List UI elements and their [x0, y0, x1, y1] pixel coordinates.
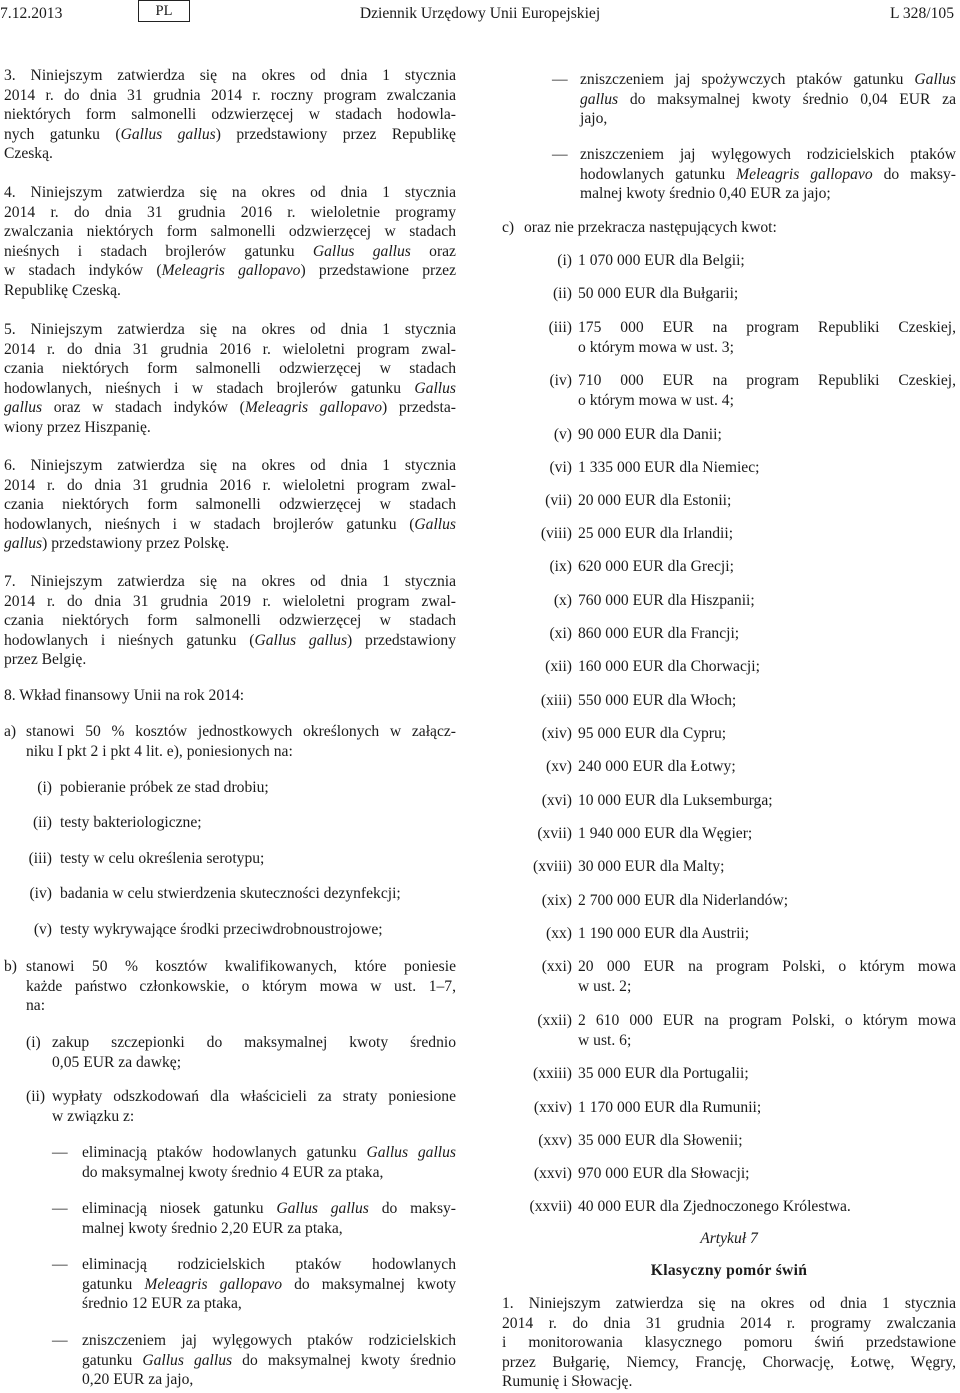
text-line: 2014 r. do dnia 31 grudnia 2014 r. programy zwalczania	[502, 1314, 956, 1332]
page-reference: L 328/105	[890, 5, 954, 22]
text-line: gallus do maksymalnej kwoty średnio 0,04 EUR za	[580, 90, 956, 108]
text-line: nieśnych i stadach brojlerów gatunku Gallus gallus oraz	[4, 242, 456, 260]
text-line: zniszczeniem jaj spożywczych ptaków gatunku Gallus	[580, 71, 956, 88]
amount-text	[578, 1064, 956, 1084]
text-line: eliminacją rodzicielskich ptaków hodowlanych	[82, 1256, 456, 1273]
article-title: Klasyczny pomór świń	[650, 1262, 808, 1279]
amount-text	[578, 1011, 956, 1050]
text-line: 710 000 EUR na program Republiki Czeskiej,	[578, 372, 956, 389]
amount-text	[578, 425, 956, 445]
dash-marker: —	[552, 71, 568, 88]
text-line: 3. Niniejszym zatwierdza się na okres od dnia 1 stycznia	[4, 67, 456, 84]
paragraph-8	[4, 686, 456, 706]
item-text: badania w celu stwierdzenia skuteczności dezynfekcji;	[60, 885, 401, 902]
amount-text	[578, 1164, 956, 1184]
amount-text	[578, 1098, 956, 1118]
amount-text	[578, 657, 956, 677]
dash-item	[580, 70, 956, 129]
text-line: w ust. 6;	[578, 1031, 632, 1049]
amount-text	[578, 318, 956, 357]
text-line: 860 000 EUR dla Francji;	[578, 625, 740, 642]
text-line: wypłaty odszkodowań dla właścicieli za straty poniesione	[52, 1088, 456, 1105]
item-text: testy bakteriologiczne;	[60, 814, 202, 831]
text-line: hodowlanych gatunku Meleagris gallopavo do maksy-	[580, 165, 956, 183]
amount-label: (xvii)	[537, 825, 572, 842]
dash-marker: —	[52, 1256, 68, 1273]
text-line: niku I pkt 2 i pkt 4 lit. e), poniesionych na:	[26, 742, 293, 760]
amount-text	[578, 624, 956, 644]
text-line: 2 610 000 EUR na program Polski, o którym mowa	[578, 1012, 956, 1029]
paragraph-7	[4, 572, 456, 670]
text-line: hodowlanych, nieśnych i w stadach brojlerów gatunku Gallus	[4, 379, 456, 397]
text-line: stanowi 50 % kosztów jednostkowych określonych w załącz-	[26, 723, 456, 740]
point-c-label: c)	[502, 219, 515, 236]
text-line: jajo,	[580, 110, 608, 128]
amount-label: (xxii)	[537, 1012, 572, 1029]
dash-marker: —	[552, 146, 568, 163]
page-header	[0, 0, 960, 30]
text-line: średnio 12 EUR za ptaka,	[82, 1295, 242, 1313]
text-line: 2014 r. do dnia 31 grudnia 2019 r. wieloletni program zwal-	[4, 592, 456, 610]
text-line: o którym mowa w ust. 3;	[578, 338, 734, 356]
publication-date: 7.12.2013	[0, 5, 63, 22]
text-line: 1. Niniejszym zatwierdza się na okres od dnia 1 stycznia	[502, 1295, 956, 1312]
text-line: 40 000 EUR dla Zjednoczonego Królestwa.	[578, 1198, 851, 1215]
text-line: 7. Niniejszym zatwierdza się na okres od dnia 1 stycznia	[4, 573, 456, 590]
amount-label: (xxvii)	[529, 1198, 572, 1215]
text-line: 0,05 EUR za dawkę;	[52, 1053, 182, 1071]
amount-label: (viii)	[540, 525, 572, 542]
paragraph-5	[4, 320, 456, 438]
item-text	[52, 1033, 456, 1072]
text-line: 175 000 EUR na program Republiki Czeskiej,	[578, 319, 956, 336]
text-line: 2014 r. do dnia 31 grudnia 2016 r. wieloletni program zwal-	[4, 340, 456, 358]
text-line: i monitorowania klasycznego pomoru świń przedstawione	[502, 1334, 956, 1352]
text-line: 0,20 EUR za jajo,	[82, 1371, 194, 1389]
amount-text	[578, 557, 956, 577]
text-line: zniszczeniem jaj wylęgowych ptaków rodzicielskich	[82, 1332, 456, 1349]
item-label: (ii)	[26, 1088, 46, 1105]
amount-text	[578, 1131, 956, 1151]
amount-text	[578, 591, 956, 611]
amount-label: (vi)	[549, 459, 572, 476]
amount-text	[578, 1197, 956, 1217]
text-line: 550 000 EUR dla Włoch;	[578, 692, 737, 709]
text-line: hodowlanych, nieśnych i w stadach brojlerów gatunku (Gallus	[4, 515, 456, 533]
amount-label: (xiv)	[541, 725, 572, 742]
text-line: Republikę Czeską.	[4, 281, 121, 299]
amount-label: (xvi)	[541, 792, 572, 809]
dash-item	[82, 1143, 456, 1182]
paragraph-3	[4, 66, 456, 164]
text-line: 2 700 000 EUR dla Niderlandów;	[578, 892, 789, 909]
item-text: pobieranie próbek ze stad drobiu;	[60, 779, 269, 796]
text-line: na:	[26, 997, 46, 1015]
amount-text	[578, 691, 956, 711]
text-line: 2014 r. do dnia 31 grudnia 2016 r. wieloletni program zwal-	[4, 476, 456, 494]
amount-label: (xii)	[545, 658, 572, 675]
point-b-label: b)	[4, 958, 17, 975]
amount-text	[578, 251, 956, 271]
dash-marker: —	[52, 1332, 68, 1349]
text-line: 760 000 EUR dla Hiszpanii;	[578, 592, 755, 609]
amount-label: (iii)	[548, 319, 572, 336]
text-line: 90 000 EUR dla Danii;	[578, 426, 722, 443]
amount-label: (xviii)	[533, 858, 572, 875]
text-line: 10 000 EUR dla Luksemburga;	[578, 792, 773, 809]
item-label: (i)	[37, 779, 52, 796]
amount-text	[578, 891, 956, 911]
item-label: (iv)	[29, 885, 52, 902]
dash-item	[82, 1199, 456, 1238]
article-7-paragraph-1	[502, 1294, 956, 1392]
amount-label: (xxiv)	[533, 1099, 572, 1116]
amount-text	[578, 824, 956, 844]
article-number: Artykuł 7	[700, 1230, 758, 1247]
language-badge: PL	[138, 0, 190, 22]
dash-marker: —	[52, 1200, 68, 1217]
paragraph-4	[4, 183, 456, 301]
text-line: gatunku Meleagris gallopavo do maksymalnej kwoty	[82, 1275, 456, 1293]
amount-text	[578, 491, 956, 511]
text-line: 8. Wkład finansowy Unii na rok 2014:	[4, 687, 245, 704]
text-line: 240 000 EUR dla Łotwy;	[578, 758, 736, 775]
text-line: stanowi 50 % kosztów kwalifikowanych, które poniesie	[26, 958, 456, 975]
text-line: 5. Niniejszym zatwierdza się na okres od dnia 1 stycznia	[4, 321, 456, 338]
amount-text	[578, 857, 956, 877]
point-a-text	[26, 722, 456, 761]
text-line: zwalczania niektórych form salmonelli odzwierzęcej w stadach	[4, 223, 456, 241]
text-line: 1 070 000 EUR dla Belgii;	[578, 252, 745, 269]
amount-label: (xv)	[546, 758, 572, 775]
dash-item	[580, 145, 956, 204]
amount-text	[578, 724, 956, 744]
text-line: 20 000 EUR na program Polski, o którym mowa	[578, 958, 956, 975]
text-line: eliminacją ptaków hodowlanych gatunku Gallus gallus	[82, 1144, 456, 1161]
item-text: testy w celu określenia serotypu;	[60, 850, 265, 867]
amount-label: (xiii)	[540, 692, 572, 709]
text-line: 970 000 EUR dla Słowacji;	[578, 1165, 750, 1182]
text-line: w ust. 2;	[578, 977, 632, 995]
text-line: 2014 r. do dnia 31 grudnia 2014 r. roczny program zwalczania	[4, 86, 456, 104]
text-line: każde państwo członkowskie, o którym mowa w ust. 1–7,	[26, 977, 456, 995]
text-line: nych gatunku (Gallus gallus) przedstawiony przez Republikę	[4, 125, 456, 143]
text-line: czania niektórych form salmonelli odzwierzęcej w stadach	[4, 496, 456, 514]
text-line: gatunku Gallus gallus do maksymalnej kwoty średnio	[82, 1351, 456, 1369]
item-text: testy wykrywające środki przeciwdrobnoustrojowe;	[60, 921, 383, 938]
text-line: 160 000 EUR dla Chorwacji;	[578, 658, 760, 675]
text-line: 20 000 EUR dla Estonii;	[578, 492, 732, 509]
amount-label: (xx)	[546, 925, 572, 942]
amount-label: (x)	[553, 592, 572, 609]
amount-text	[578, 458, 956, 478]
dash-marker: —	[52, 1144, 68, 1161]
text-line: do maksymalnej kwoty średnio 4 EUR za ptaka,	[82, 1163, 384, 1181]
text-line: o którym mowa w ust. 4;	[578, 391, 734, 409]
text-line: 1 190 000 EUR dla Austrii;	[578, 925, 750, 942]
text-line: 50 000 EUR dla Bułgarii;	[578, 285, 739, 302]
amount-label: (xxvi)	[533, 1165, 572, 1182]
point-a-label: a)	[4, 723, 17, 740]
dash-item	[82, 1255, 456, 1314]
item-label: (i)	[26, 1034, 41, 1051]
amount-label: (xxi)	[541, 958, 572, 975]
text-line: 620 000 EUR dla Grecji;	[578, 558, 734, 575]
text-line: 4. Niniejszym zatwierdza się na okres od dnia 1 stycznia	[4, 184, 456, 201]
amount-label: (i)	[557, 252, 572, 269]
text-line: przez Bułgarię, Niemcy, Francję, Chorwację, Łotwę, Węgry,	[502, 1353, 956, 1371]
amount-label: (xi)	[549, 625, 572, 642]
amount-label: (ix)	[549, 558, 572, 575]
text-line: zakup szczepionki do maksymalnej kwoty średnio	[52, 1034, 456, 1051]
text-line: gallus) przedstawiony przez Polskę.	[4, 535, 230, 553]
text-line: w związku z:	[52, 1107, 135, 1125]
text-line: eliminacją niosek gatunku Gallus gallus do maksy-	[82, 1200, 456, 1217]
amount-label: (vii)	[545, 492, 572, 509]
amount-text	[578, 371, 956, 410]
amount-text	[578, 957, 956, 996]
amount-label: (xxiii)	[533, 1065, 572, 1082]
item-text	[52, 1087, 456, 1126]
text-line: hodowlanych i nieśnych gatunku (Gallus gallus) przedstawiony	[4, 631, 456, 649]
item-label: (v)	[33, 921, 52, 938]
text-line: malnej kwoty średnio 0,40 EUR za jajo;	[580, 185, 831, 203]
text-line: Rumunię i Słowację.	[502, 1373, 633, 1391]
amount-text	[578, 284, 956, 304]
text-line: w stadach indyków (Meleagris gallopavo) przedstawione przez	[4, 262, 456, 280]
text-line: 35 000 EUR dla Słowenii;	[578, 1132, 743, 1149]
text-line: 1 170 000 EUR dla Rumunii;	[578, 1099, 762, 1116]
amount-text	[578, 524, 956, 544]
point-b-text	[26, 957, 456, 1016]
amount-text	[578, 757, 956, 777]
text-line: niektórych form salmonelli odzwierzęcej w stadach hodowla-	[4, 106, 456, 124]
text-line: 1 940 000 EUR dla Węgier;	[578, 825, 753, 842]
text-line: zniszczeniem jaj wylęgowych rodzicielskich ptaków	[580, 146, 956, 163]
text-line: 1 335 000 EUR dla Niemiec;	[578, 459, 760, 476]
item-label: (iii)	[28, 850, 52, 867]
text-line: gallus oraz w stadach indyków (Meleagris gallopavo) przedsta-	[4, 399, 456, 417]
text-line: malnej kwoty średnio 2,20 EUR za ptaka,	[82, 1219, 343, 1237]
text-line: 35 000 EUR dla Portugalii;	[578, 1065, 749, 1082]
amount-label: (iv)	[549, 372, 572, 389]
text-line: 95 000 EUR dla Cypru;	[578, 725, 727, 742]
dash-item	[82, 1331, 456, 1390]
text-line: 6. Niniejszym zatwierdza się na okres od dnia 1 stycznia	[4, 457, 456, 474]
journal-title: Dziennik Urzędowy Unii Europejskiej	[359, 5, 601, 22]
amount-label: (xix)	[541, 892, 572, 909]
text-line: 25 000 EUR dla Irlandii;	[578, 525, 734, 542]
text-line: Czeską.	[4, 145, 53, 163]
text-line: 30 000 EUR dla Malty;	[578, 858, 725, 875]
amount-label: (ii)	[552, 285, 572, 302]
amount-label: (xxv)	[538, 1132, 572, 1149]
amount-label: (v)	[553, 426, 572, 443]
point-c-text: oraz nie przekracza następujących kwot:	[524, 219, 777, 236]
amount-text	[578, 791, 956, 811]
text-line: przez Belgię.	[4, 651, 87, 669]
item-label: (ii)	[32, 814, 52, 831]
paragraph-6	[4, 456, 456, 554]
text-line: 2014 r. do dnia 31 grudnia 2016 r. wieloletnie programy	[4, 203, 456, 221]
text-line: wiony przez Hiszpanię.	[4, 418, 151, 436]
text-line: czania niektórych form salmonelli odzwierzęcej w stadach	[4, 360, 456, 378]
amount-text	[578, 924, 956, 944]
text-line: czania niektórych form salmonelli odzwierzęcej w stadach	[4, 612, 456, 630]
